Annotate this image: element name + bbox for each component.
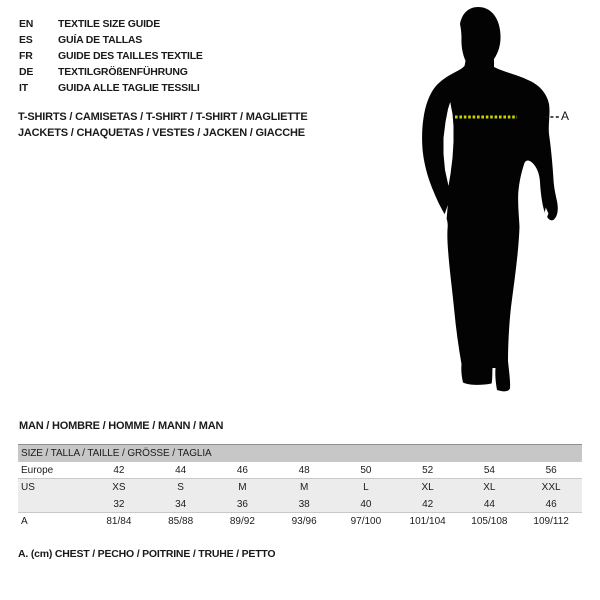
category-jackets: JACKETS / CHAQUETAS / VESTES / JACKEN / GIACCHE — [18, 127, 305, 139]
size-cell: 85/88 — [168, 516, 194, 527]
size-table-body — [18, 462, 582, 530]
language-name: GUIDE DES TAILLES TEXTILE — [58, 50, 203, 62]
language-name: GUIDA ALLE TAGLIE TESSILI — [58, 82, 200, 94]
man-figure — [398, 2, 600, 398]
row-label: US — [21, 482, 35, 493]
language-code: ES — [19, 34, 33, 46]
language-row — [19, 32, 203, 48]
size-cell: 38 — [298, 499, 310, 510]
measure-label-a: A — [561, 109, 570, 123]
language-code: DE — [19, 66, 34, 78]
size-cell: XL — [421, 482, 434, 493]
table-row — [18, 462, 582, 479]
size-table — [18, 444, 582, 530]
size-cell: 44 — [175, 465, 187, 476]
size-cell: XL — [483, 482, 496, 493]
size-cell: S — [177, 482, 184, 493]
language-name: TEXTILGRÖßENFÜHRUNG — [58, 66, 188, 78]
section-title: MAN / HOMBRE / HOMME / MANN / MAN — [19, 420, 224, 432]
table-row — [18, 513, 582, 530]
man-silhouette-svg — [398, 2, 600, 398]
size-cell: 44 — [483, 499, 495, 510]
language-row — [19, 16, 203, 32]
size-cell: 42 — [422, 499, 434, 510]
size-cell: 97/100 — [350, 516, 382, 527]
size-cell: 105/108 — [471, 516, 508, 527]
category-block — [18, 109, 307, 141]
row-label: Europe — [21, 465, 54, 476]
size-cell: 34 — [175, 499, 187, 510]
size-cell: 54 — [483, 465, 495, 476]
language-row — [19, 64, 203, 80]
size-cell: 48 — [298, 465, 310, 476]
row-label — [18, 496, 88, 513]
size-cell: 42 — [113, 465, 125, 476]
size-cell: 32 — [113, 499, 125, 510]
category-tshirts: T-SHIRTS / CAMISETAS / T-SHIRT / T-SHIRT / MAGLIETTE — [18, 111, 308, 123]
size-cell: M — [238, 482, 247, 493]
size-cell: 109/112 — [533, 516, 569, 527]
size-table-header: SIZE / TALLA / TAILLE / GRÖSSE / TAGLIA — [18, 445, 582, 462]
size-cell: 101/104 — [409, 516, 446, 527]
language-name: GUÍA DE TALLAS — [58, 34, 143, 46]
size-cell: 81/84 — [106, 516, 132, 527]
size-cell: 40 — [360, 499, 372, 510]
size-cell: XXL — [541, 482, 561, 493]
size-cell: 36 — [236, 499, 248, 510]
size-cell: L — [363, 482, 369, 493]
language-name: TEXTILE SIZE GUIDE — [58, 18, 160, 30]
language-list — [19, 16, 203, 96]
language-code: FR — [19, 50, 33, 62]
measurement-footnote: A. (cm) CHEST / PECHO / POITRINE / TRUHE / PETTO — [18, 548, 276, 560]
language-row — [19, 48, 203, 64]
table-row — [18, 479, 582, 496]
language-code: IT — [19, 82, 28, 94]
size-cell: 46 — [236, 465, 248, 476]
size-cell: 89/92 — [229, 516, 255, 527]
size-cell: XS — [112, 482, 126, 493]
language-code: EN — [19, 18, 34, 30]
size-cell: 93/96 — [291, 516, 317, 527]
size-cell: 56 — [545, 465, 557, 476]
table-row — [18, 496, 582, 513]
size-cell: 52 — [422, 465, 434, 476]
man-silhouette — [422, 7, 558, 391]
language-row — [19, 80, 203, 96]
row-label: A — [21, 516, 28, 527]
size-cell: 50 — [360, 465, 372, 476]
size-cell: 46 — [545, 499, 557, 510]
size-cell: M — [299, 482, 309, 493]
